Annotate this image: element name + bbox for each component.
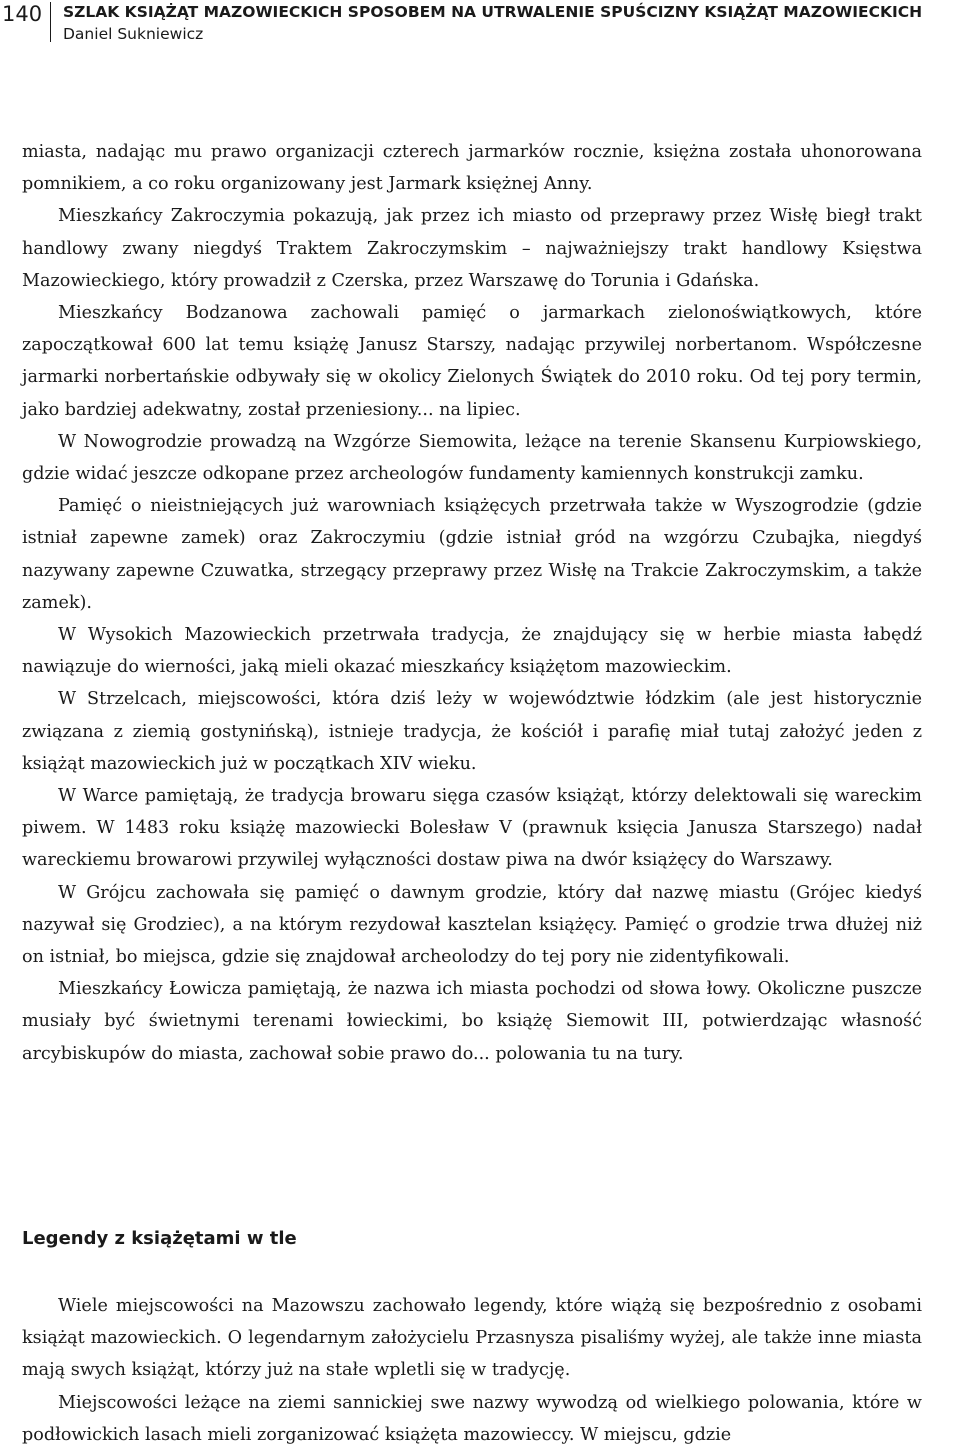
body-text <box>22 136 922 1070</box>
header-divider <box>50 2 51 42</box>
author-name: Daniel Sukniewicz <box>63 25 204 43</box>
running-header <box>0 0 960 46</box>
paragraph: Pamięć o nieistniejących już warowniach książęcych przetrwała także w Wyszogrodzie (gdzie istniał zapewne zamek) oraz Zakroczymiu (gdzie istniał gród na wzgórzu Czubajka, niegdyś nazywany zapewne Czuwatka, strzegący przeprawy przez Wisłę na Trakcie Zakroczymskim, a także zamek). <box>22 496 922 613</box>
paragraph: Wiele miejscowości na Mazowszu zachowało legendy, które wiążą się bezpośrednio z osobami książąt mazowieckich. O legendarnym założycielu Przasnysza pisaliśmy wyżej, ale także inne miasta mają swych książąt, którzy już na stałe wpletli się w tradycję. <box>22 1296 922 1381</box>
paragraph: miasta, nadając mu prawo organizacji czterech jarmarków rocznie, księżna została uhonorowana pomnikiem, a co roku organizowany jest Jarmark księżnej Anny. <box>22 142 922 195</box>
series-title: SZLAK KSIĄŻĄT MAZOWIECKICH SPOSOBEM NA UTRWALENIE SPUŚCIZNY KSIĄŻĄT MAZOWIECKICH <box>63 3 923 21</box>
paragraph: Miejscowości leżące na ziemi sannickiej swe nazwy wywodzą od wielkiego polowania, które w podłowickich lasach mieli zorganizować książęta mazowieccy. W miejscu, gdzie <box>22 1392 922 1445</box>
page-number: 140 <box>2 2 43 26</box>
paragraph: W Grójcu zachowała się pamięć o dawnym grodzie, który dał nazwę miastu (Grójec kiedyś nazywał się Grodziec), a na którym rezydował kasztelan książęcy. Pamięć o grodzie trwa dłużej niż on istniał, bo miejsca, gdzie się znajdował archeolodzy do tej pory nie zidentyfikowali. <box>22 882 922 968</box>
paragraph: W Nowogrodzie prowadzą na Wzgórze Siemowita, leżące na terenie Skansenu Kurpiowskiego, gdzie widać jeszcze odkopane przez archeologów fundamenty kamiennych konstrukcji zamku. <box>22 431 922 485</box>
paragraph: W Strzelcach, miejscowości, która dziś leży w województwie łódzkim (ale jest historycznie związana z ziemią gostynińską), istnieje tradycja, że kościół i parafię miał tutaj założyć jeden z książąt mazowieckich już w początkach XIV wieku. <box>22 689 922 774</box>
section-heading: Legendy z książętami w tle <box>22 1228 297 1249</box>
paragraph: Mieszkańcy Zakroczymia pokazują, jak przez ich miasto od przeprawy przez Wisłę biegł trakt handlowy zwany niegdyś Traktem Zakroczymskim – najważniejszy trakt handlowy Księstwa Mazowieckiego, który prowadził z Czerska, przez Warszawę do Torunia i Gdańska. <box>22 206 922 291</box>
paragraph: W Wysokich Mazowieckich przetrwała tradycja, że znajdujący się w herbie miasta łabędź nawiązuje do wierności, jaką mieli okazać mieszkańcy książętom mazowieckim. <box>22 625 922 678</box>
paragraph: W Warce pamiętają, że tradycja browaru sięga czasów książąt, którzy delektowali się wareckim piwem. W 1483 roku książę mazowiecki Bolesław V (prawnuk księcia Janusza Starszego) nadał wareckiemu browarowi przywilej wyłączności dostaw piwa na dwór książęcy do Warszawy. <box>22 786 922 871</box>
paragraph: Mieszkańcy Łowicza pamiętają, że nazwa ich miasta pochodzi od słowa łowy. Okoliczne puszcze musiały być świetnymi terenami łowieckimi, bo książę Siemowit III, potwierdzając własność arcybiskupów do miasta, zachował sobie prawo do... polowania tu na tury. <box>22 979 922 1064</box>
section-body-text <box>22 1290 922 1451</box>
paragraph: Mieszkańcy Bodzanowa zachowali pamięć o jarmarkach zielonoświątkowych, które zapoczątkował 600 lat temu książę Janusz Starszy, nadając przywilej norbertanom. Współczesne jarmarki norbertańskie odbywały się w okolicy Zielonych Świątek do 2010 roku. Od tej pory termin, jako bardziej adekwatny, został przeniesiony... na lipiec. <box>22 303 922 420</box>
